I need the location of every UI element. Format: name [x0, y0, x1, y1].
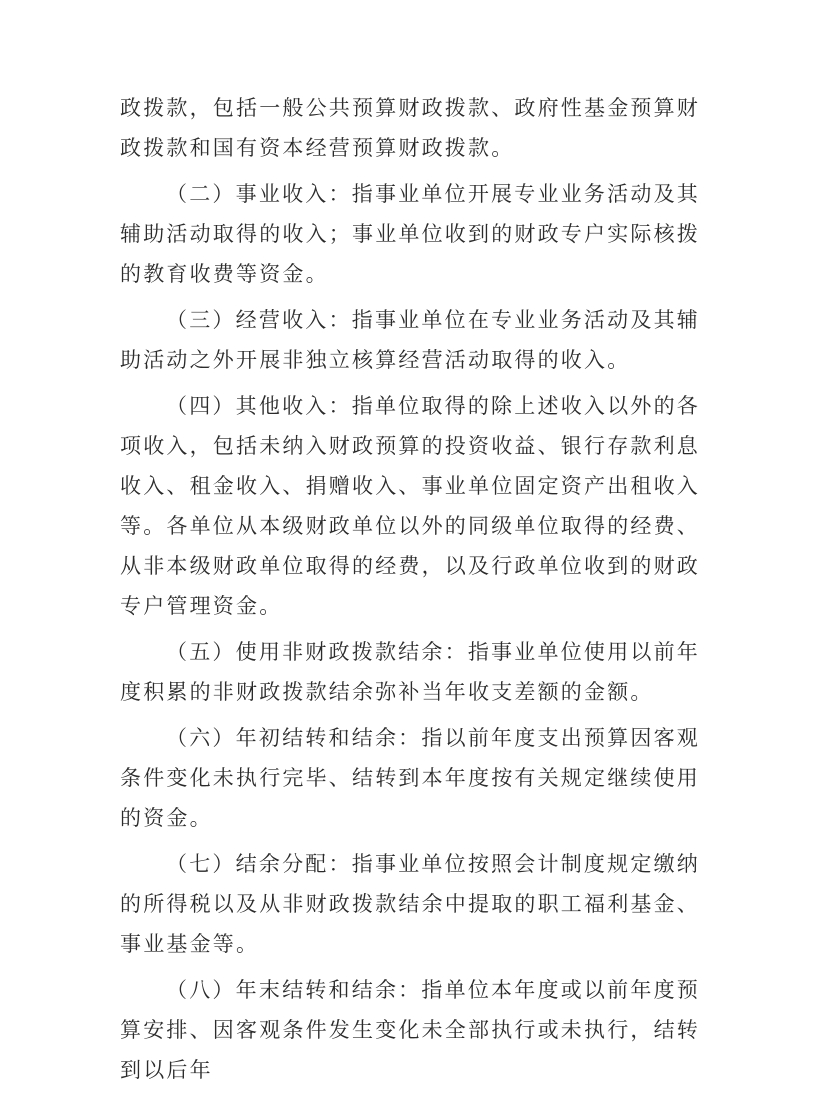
paragraph-non-fiscal-surplus: （五）使用非财政拨款结余：指事业单位使用以前年度积累的非财政拨款结余弥补当年收支差额的金额。 [120, 640, 700, 704]
paragraph-surplus-distribution: （七）结余分配：指事业单位按照会计制度规定缴纳的所得税以及从非财政拨款结余中提取的职工福利基金、事业基金等。 [120, 852, 700, 956]
paragraph-business-income: （二）事业收入：指事业单位开展专业业务活动及其辅助活动取得的收入；事业单位收到的财政专户实际核拨的教育收费等资金。 [120, 182, 700, 286]
paragraph-beginning-carryover: （六）年初结转和结余：指以前年度支出预算因客观条件变化未执行完毕、结转到本年度按有关规定继续使用的资金。 [120, 726, 700, 830]
paragraph-continuation: 政拨款，包括一般公共预算财政拨款、政府性基金预算财政拨款和国有资本经营预算财政拨款。 [120, 96, 700, 160]
paragraph-operating-income: （三）经营收入：指事业单位在专业业务活动及其辅助活动之外开展非独立核算经营活动取得的收入。 [120, 308, 700, 372]
paragraph-other-income: （四）其他收入：指单位取得的除上述收入以外的各项收入，包括未纳入财政预算的投资收益、银行存款利息收入、租金收入、捐赠收入、事业单位固定资产出租收入等。各单位从本级财政单位以外的同级单位取得的经费、从非本级财政单位取得的经费，以及行政单位收到的财政专户管理资金。 [120, 394, 700, 618]
paragraph-year-end-carryover: （八）年末结转和结余：指单位本年度或以前年度预算安排、因客观条件发生变化未全部执行或未执行，结转到以后年 [120, 978, 700, 1082]
document-body [120, 88, 700, 1096]
